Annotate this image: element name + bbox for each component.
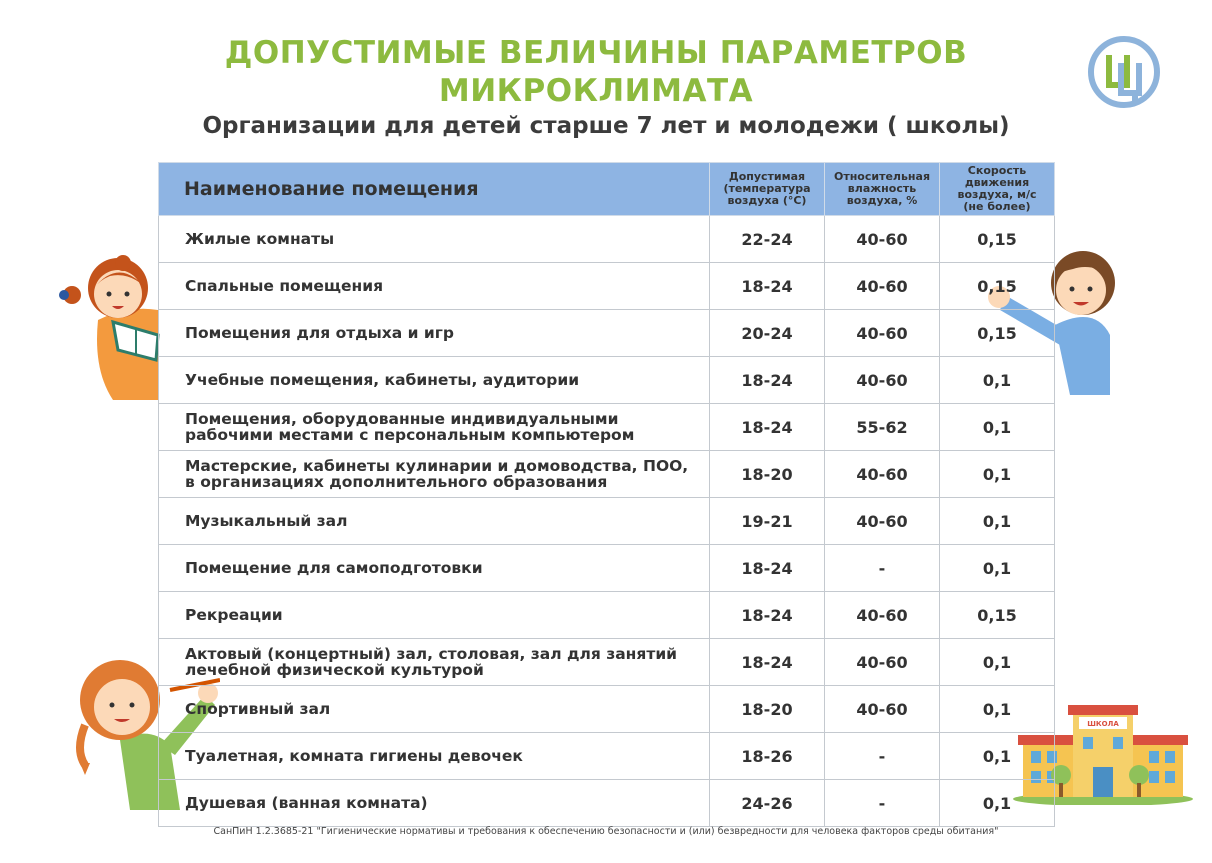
temperature-cell: 18-24 [710,357,825,404]
column-header-name: Наименование помещения [159,163,710,216]
table-row [159,310,1055,357]
room-name-line: Помещения, оборудованные индивидуальными [185,410,619,428]
room-name-cell [159,733,710,780]
column-header-temperature: Допустимая (температура воздуха (°С) [710,163,825,216]
room-name-cell [159,545,710,592]
room-name-line: Помещение для самоподготовки [185,559,483,577]
temperature-cell: 19-21 [710,498,825,545]
table-row [159,357,1055,404]
humidity-cell: 40-60 [825,639,940,686]
title-line-2: МИКРОКЛИМАТА [438,73,754,109]
room-name-cell [159,216,710,263]
room-name-line: Актовый (концертный) зал, столовая, зал для занятий [185,645,678,663]
temperature-cell: 20-24 [710,310,825,357]
room-name-line: Спортивный зал [185,700,331,718]
air-speed-cell: 0,1 [940,780,1055,827]
air-speed-cell: 0,15 [940,592,1055,639]
page-subtitle: Организации для детей старше 7 лет и молодежи ( школы) [202,113,1010,139]
room-name-line: рабочими местами с персональным компьютером [185,426,635,444]
room-name-line: Рекреации [185,606,283,624]
humidity-cell: 40-60 [825,592,940,639]
table-row [159,263,1055,310]
title-line-1: ДОПУСТИМЫЕ ВЕЛИЧИНЫ ПАРАМЕТРОВ [224,35,968,71]
humidity-cell: 40-60 [825,451,940,498]
air-speed-cell: 0,15 [940,263,1055,310]
humidity-cell: - [825,545,940,592]
table-row [159,216,1055,263]
temperature-cell: 18-20 [710,686,825,733]
table-row [159,639,1055,686]
humidity-cell: 55-62 [825,404,940,451]
humidity-cell: 40-60 [825,263,940,310]
table-row [159,733,1055,780]
air-speed-cell: 0,1 [940,451,1055,498]
air-speed-cell: 0,1 [940,639,1055,686]
center-logo-icon [1087,35,1161,109]
column-header-humidity: Относительная влажность воздуха, % [825,163,940,216]
table-row [159,686,1055,733]
room-name-cell [159,498,710,545]
temperature-cell: 18-24 [710,404,825,451]
room-name-line: Жилые комнаты [185,230,335,248]
column-header-air-speed: Скорость движения воздуха, м/с (не более) [940,163,1055,216]
humidity-cell: - [825,733,940,780]
girl-reading-illustration [58,250,168,400]
table-row [159,451,1055,498]
room-name-line: Спальные помещения [185,277,384,295]
room-name-cell [159,451,710,498]
air-speed-cell: 0,1 [940,733,1055,780]
temperature-cell: 18-20 [710,451,825,498]
room-name-line: в организациях дополнительного образования [185,473,608,491]
temperature-cell: 18-26 [710,733,825,780]
humidity-cell: 40-60 [825,498,940,545]
room-name-cell [159,263,710,310]
humidity-cell: 40-60 [825,357,940,404]
table-row [159,780,1055,827]
humidity-cell: 40-60 [825,216,940,263]
room-name-cell [159,357,710,404]
temperature-cell: 22-24 [710,216,825,263]
temperature-cell: 18-24 [710,545,825,592]
page-title [0,34,1192,110]
room-name-line: лечебной физической культурой [185,661,484,679]
room-name-cell [159,639,710,686]
room-name-line: Туалетная, комната гигиены девочек [185,747,523,765]
table-header-row [159,163,1055,216]
temperature-cell: 24-26 [710,780,825,827]
air-speed-cell: 0,15 [940,216,1055,263]
room-name-cell [159,780,710,827]
air-speed-cell: 0,1 [940,498,1055,545]
air-speed-cell: 0,1 [940,686,1055,733]
humidity-cell: 40-60 [825,686,940,733]
humidity-cell: 40-60 [825,310,940,357]
air-speed-cell: 0,1 [940,404,1055,451]
air-speed-cell: 0,1 [940,545,1055,592]
table-row [159,404,1055,451]
source-footnote: СанПиН 1.2.3685-21 "Гигиенические нормативы и требования к обеспечению безопасности и (или) безвредности для человека факторов среды обитания" [213,826,999,837]
room-name-line: Музыкальный зал [185,512,348,530]
room-name-cell [159,592,710,639]
air-speed-cell: 0,1 [940,357,1055,404]
air-speed-cell: 0,15 [940,310,1055,357]
temperature-cell: 18-24 [710,639,825,686]
table-row [159,545,1055,592]
temperature-cell: 18-24 [710,592,825,639]
table-row [159,498,1055,545]
room-name-line: Учебные помещения, кабинеты, аудитории [185,371,580,389]
humidity-cell: - [825,780,940,827]
table-row [159,592,1055,639]
room-name-cell [159,310,710,357]
microclimate-table [158,162,1055,827]
room-name-line: Мастерские, кабинеты кулинарии и домоводства, ПОО, [185,457,689,475]
room-name-cell [159,404,710,451]
temperature-cell: 18-24 [710,263,825,310]
school-sign-label: ШКОЛА [1087,720,1119,728]
room-name-line: Помещения для отдыха и игр [185,324,454,342]
room-name-cell [159,686,710,733]
room-name-line: Душевая (ванная комната) [185,794,428,812]
